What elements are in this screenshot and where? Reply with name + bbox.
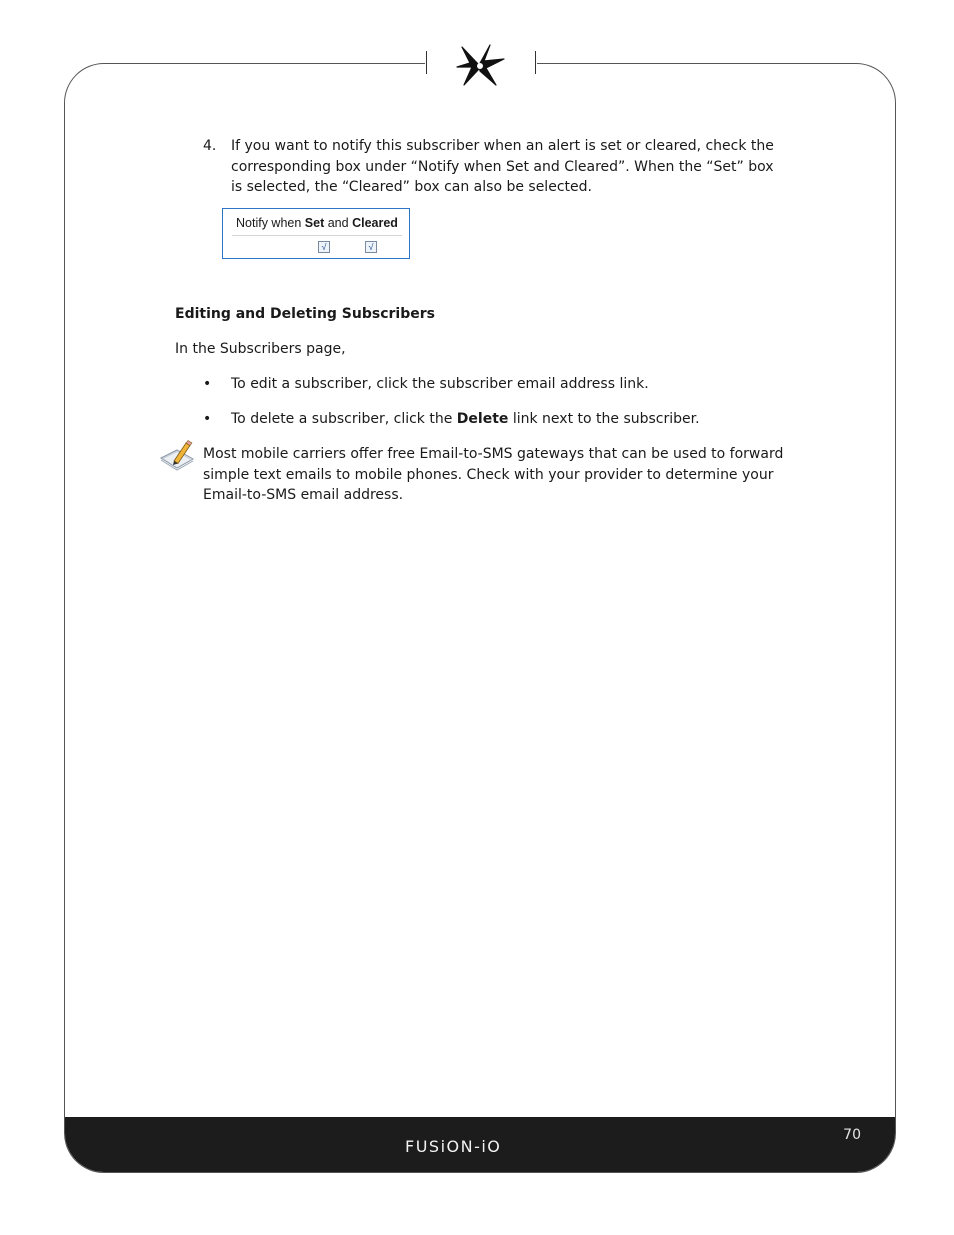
fusion-io-star-icon [452, 41, 508, 89]
notify-settings-screenshot [222, 208, 410, 259]
header-divider-left [426, 51, 427, 74]
bullet-text [231, 409, 783, 430]
section-intro: In the Subscribers page, [175, 341, 346, 357]
page-frame [64, 63, 896, 1173]
note-pencil-icon [159, 440, 195, 474]
delete-keyword: Delete [456, 411, 509, 427]
notify-label-prefix: Notify when [236, 216, 302, 230]
header-rule [232, 235, 402, 236]
notify-label-and: and [327, 216, 349, 230]
notify-label-cleared: Cleared [352, 216, 398, 230]
bullet-text-before: To delete a subscriber, click the [231, 411, 457, 427]
bullet-text: To edit a subscriber, click the subscriber email address link. [231, 376, 649, 392]
header-divider-right [535, 51, 536, 74]
bullet-text-after: link next to the subscriber. [508, 411, 700, 427]
fusion-io-logo [405, 1135, 555, 1157]
svg-text:FUSiON-iO: FUSiON-iO [405, 1137, 502, 1156]
step-number: 4. [203, 138, 217, 154]
note-text: Most mobile carriers offer free Email-to-SMS gateways that can be used to forward simple text emails to mobile phones. Check with your provider to determine your Email-to-SMS email address. [203, 446, 784, 503]
notify-label-set: Set [304, 216, 325, 230]
section-heading: Editing and Deleting Subscribers [175, 306, 435, 322]
bullet-symbol: • [203, 411, 212, 427]
set-checkbox[interactable]: √ [318, 241, 330, 253]
notify-column-header [236, 213, 398, 234]
bullet-symbol: • [203, 376, 212, 392]
cleared-checkbox[interactable]: √ [365, 241, 377, 253]
step-text: If you want to notify this subscriber when an alert is set or cleared, check the corresponding box under “Notify when Set and Cleared”. When the “Set” box is selected, the “Cleared” box can also be selected. [231, 138, 774, 195]
page-number: 70 [843, 1127, 861, 1143]
page-footer [65, 1117, 895, 1172]
